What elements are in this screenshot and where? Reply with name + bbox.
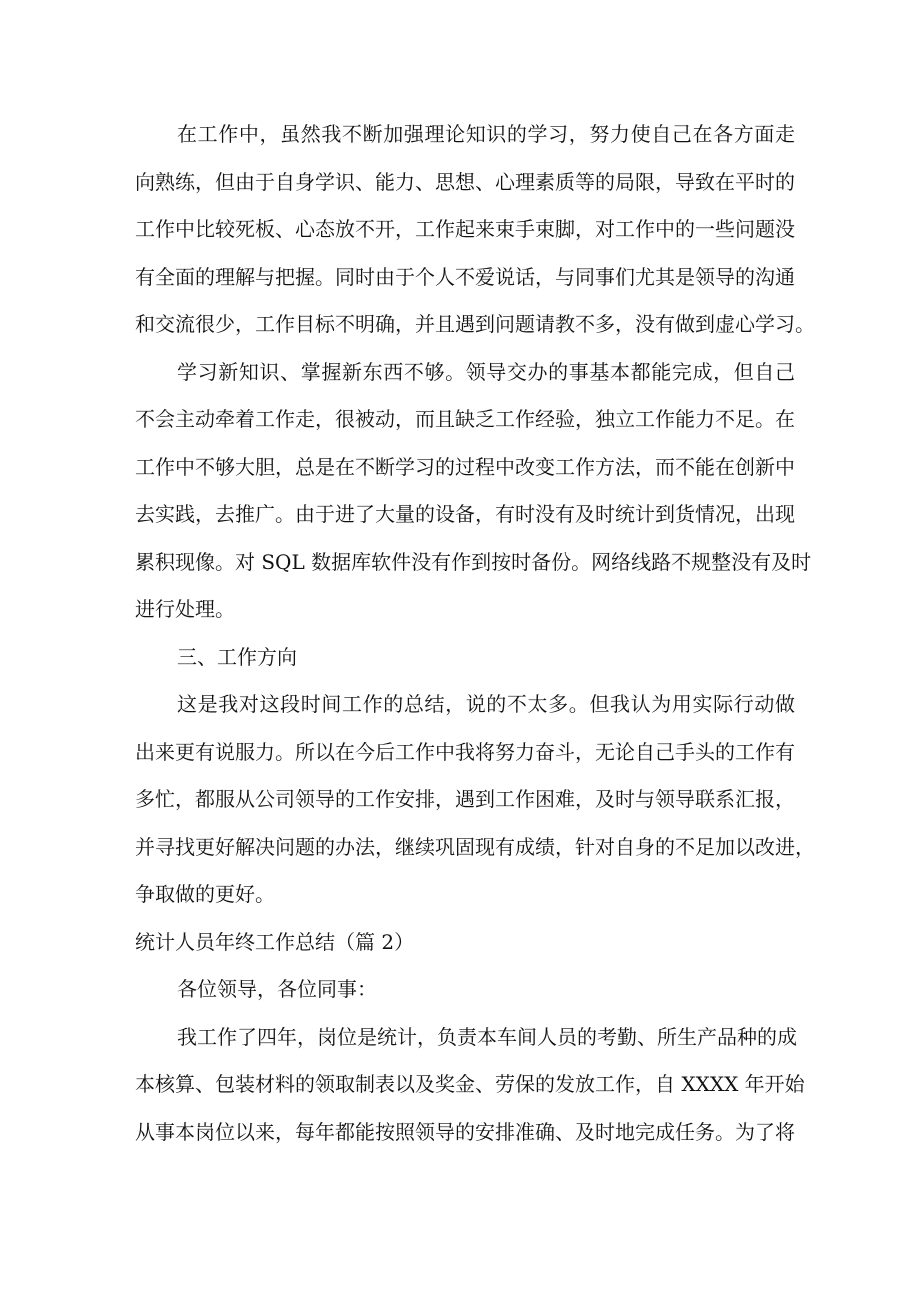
paragraph-line: 进行处理。 (135, 597, 235, 621)
paragraph-self-assessment (135, 111, 815, 349)
document-body (135, 111, 815, 1156)
paragraph-line: 工作中不够大胆，总是在不断学习的过程中改变工作方法，而不能在创新中 (135, 454, 795, 479)
paragraph-line: 并寻找更好解决问题的办法，继续巩固现有成绩，针对自身的不足加以改进， (135, 834, 815, 859)
section-heading-direction (135, 634, 795, 682)
paragraph-line: 和交流很少，工作目标不明确，并且遇到问题请教不多，没有做到虚心学习。 (135, 312, 815, 336)
section-title-text: 统计人员年终工作总结（篇 2） (135, 929, 415, 954)
paragraph-line: 学习新知识、掌握新东西不够。领导交办的事基本都能完成，但自己 (177, 359, 795, 384)
section-title-part2 (135, 919, 795, 967)
greeting-text: 各位领导，各位同事： (177, 977, 377, 1001)
paragraph-line: 从事本岗位以来，每年都能按照领导的安排准确、及时地完成任务。为了将 (135, 1119, 795, 1144)
heading-text: 三、工作方向 (177, 644, 297, 669)
paragraph-line: 去实践，去推广。由于进了大量的设备，有时没有及时统计到货情况，出现 (135, 502, 795, 526)
greeting (135, 966, 795, 1014)
paragraph-line: 我工作了四年，岗位是统计，负责本车间人员的考勤、所生产品种的成 (177, 1024, 797, 1049)
paragraph-line: 有全面的理解与把握。同时由于个人不爱说话，与同事们尤其是领导的沟通 (135, 264, 795, 289)
paragraph-line: 工作中比较死板、心态放不开，工作起来束手束脚，对工作中的一些问题没 (135, 217, 795, 241)
paragraph-line: 出来更有说服力。所以在今后工作中我将努力奋斗，无论自己手头的工作有 (135, 739, 795, 764)
paragraph-line: 向熟练，但由于自身学识、能力、思想、心理素质等的局限，导致在平时的 (135, 169, 795, 194)
paragraph-shortcomings (135, 349, 812, 634)
paragraph-job-intro (135, 1014, 805, 1157)
paragraph-line: 这是我对这段时间工作的总结，说的不太多。但我认为用实际行动做 (177, 692, 795, 716)
paragraph-line: 多忙，都服从公司领导的工作安排，遇到工作困难，及时与领导联系汇报， (135, 787, 795, 811)
paragraph-line: 争取做的更好。 (135, 882, 275, 906)
paragraph-line: 不会主动牵着工作走，很被动，而且缺乏工作经验，独立工作能力不足。在 (135, 407, 795, 431)
paragraph-work-direction (135, 681, 815, 919)
paragraph-line: 在工作中，虽然我不断加强理论知识的学习，努力使自己在各方面走 (177, 122, 795, 146)
paragraph-line: 本核算、包装材料的领取制表以及奖金、劳保的发放工作，自 XXXX 年开始 (135, 1072, 805, 1096)
paragraph-line: 累积现像。对 SQL 数据库软件没有作到按时备份。网络线路不规整没有及时 (135, 549, 812, 574)
